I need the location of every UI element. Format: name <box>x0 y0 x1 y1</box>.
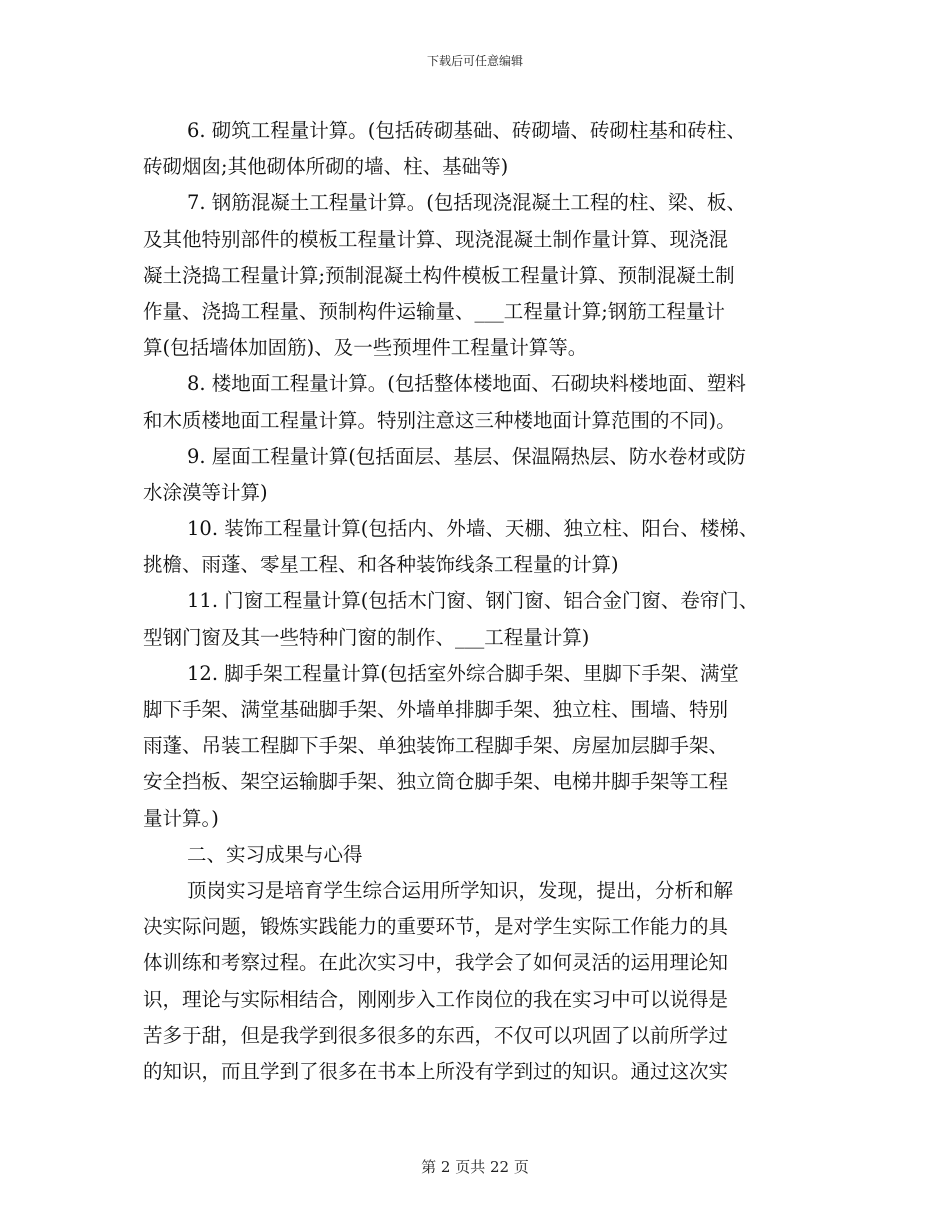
text-line: 作量、浇捣工程量、预制构件运输量、___工程量计算;钢筋工程量计 <box>143 299 725 323</box>
text-line: 雨蓬、吊装工程脚下手架、单独装饰工程脚手架、房屋加层脚手架、 <box>143 734 729 758</box>
text-line: 决实际问题，锻炼实践能力的重要环节，是对学生实际工作能力的具 <box>143 915 729 939</box>
text-line: 及其他特别部件的模板工程量计算、现浇混凝土制作量计算、现浇混 <box>143 227 729 251</box>
text-line: 9. 屋面工程量计算(包括面层、基层、保温隔热层、防水卷材或防 <box>187 444 746 468</box>
text-line: 10. 装饰工程量计算(包括内、外墙、天棚、独立柱、阳台、楼梯、 <box>187 517 759 541</box>
text-line: 量计算。) <box>143 806 219 830</box>
text-line: 7. 钢筋混凝土工程量计算。(包括现浇混凝土工程的柱、梁、板、 <box>187 191 746 215</box>
text-line: 8. 楼地面工程量计算。(包括整体楼地面、石砌块料楼地面、塑料 <box>187 372 746 396</box>
text-line: 的知识，而且学到了很多在书本上所没有学到过的知识。通过这次实 <box>143 1059 729 1083</box>
text-line: 算(包括墙体加固筋)、及一些预埋件工程量计算等。 <box>143 336 588 360</box>
text-line: 砖砌烟囱;其他砌体所砌的墙、柱、基础等) <box>143 155 509 179</box>
text-line: 水涂漠等计算) <box>143 480 268 504</box>
text-line: 体训练和考察过程。在此次实习中，我学会了如何灵活的运用理论知 <box>143 951 729 975</box>
text-line: 12. 脚手架工程量计算(包括室外综合脚手架、里脚下手架、满堂 <box>187 661 739 685</box>
text-line: 苦多于甜，但是我学到很多很多的东西，不仅可以巩固了以前所学过 <box>143 1023 729 1047</box>
text-line: 脚下手架、满堂基础脚手架、外墙单排脚手架、独立柱、围墙、特别 <box>143 698 729 721</box>
text-line: 6. 砌筑工程量计算。(包括砖砌基础、砖砌墙、砖砌柱基和砖柱、 <box>187 119 746 142</box>
page-footer: 第 2 页共 22 页 <box>421 1158 529 1176</box>
text-line: 安全挡板、架空运输脚手架、独立筒仓脚手架、电梯井脚手架等工程 <box>143 770 729 794</box>
text-line: 识，理论与实际相结合，刚刚步入工作岗位的我在实习中可以说得是 <box>143 987 729 1011</box>
text-line: 型钢门窗及其一些特种门窗的制作、___工程量计算) <box>143 625 590 649</box>
document-body <box>143 113 803 1090</box>
text-line: 11. 门窗工程量计算(包括木门窗、钢门窗、铝合金门窗、卷帘门、 <box>187 589 759 613</box>
text-line: 和木质楼地面工程量计算。特别注意这三种楼地面计算范围的不同)。 <box>143 408 736 432</box>
text-line: 顶岗实习是培育学生综合运用所学知识，发现，提出，分析和解 <box>187 878 734 902</box>
text-line: 凝土浇捣工程量计算;预制混凝土构件模板工程量计算、预制混凝土制 <box>143 263 735 287</box>
text-line: 二、实习成果与心得 <box>187 842 363 866</box>
text-line: 挑檐、雨蓬、零星工程、和各种装饰线条工程量的计算) <box>143 553 619 577</box>
page-header: 下载后可任意编辑 <box>426 54 523 68</box>
